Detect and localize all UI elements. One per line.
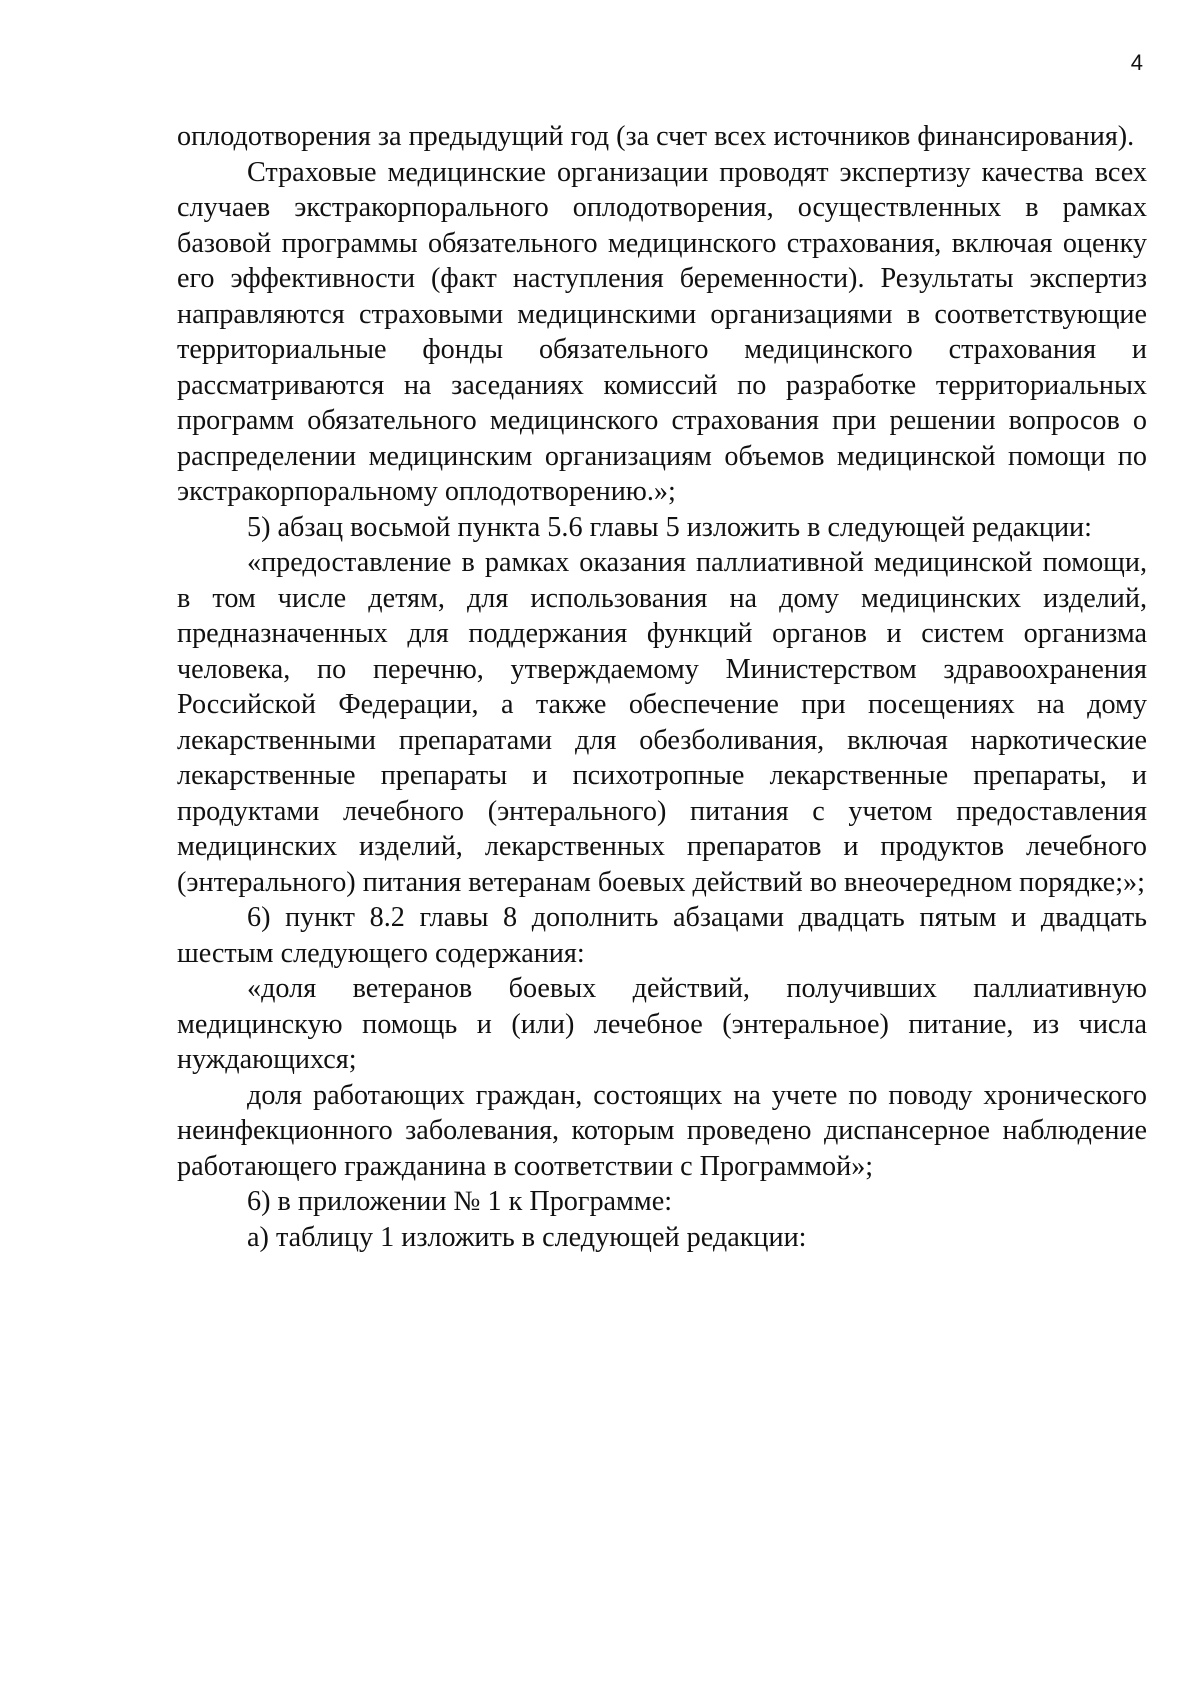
paragraph-item-6-table: а) таблицу 1 изложить в следующей редакции:	[247, 1221, 807, 1253]
paragraph-item-6-appendix: 6) в приложении № 1 к Программе:	[247, 1186, 673, 1217]
paragraph-insurance-expertise: Страховые медицинские организации проводят экспертизу качества всех случаев экстракорпорального оплодотворения, осуществленных в рамках базовой программы обязательного медицинского страхования, включая оценку его эффективности (факт наступления беременности). Результаты экспертиз направляются страховыми медицинскими организациями в соответствующие территориальные фонды обязательного медицинского страхования и рассматриваются на заседаниях комиссий по разработке территориальных программ обязательного медицинского страхования при решении вопросов о распределении медицинским организациям объемов медицинской помощи по экстракорпоральному оплодотворению.»;	[177, 156, 1147, 507]
paragraph-item-5-text: «предоставление в рамках оказания паллиативной медицинской помощи, в том числе детям, для использования на дому медицинских изделий, предназначенных для поддержания функций органов и систем организма человека, по перечню, утверждаемому Министерством здравоохранения Российской Федерации, а также обеспечение при посещениях на дому лекарственными препаратами для обезболивания, включая наркотические лекарственные препараты и психотропные лекарственные препараты, и продуктами лечебного (энтерального) питания с учетом предоставления медицинских изделий, лекарственных препаратов и продуктов лечебного (энтерального) питания ветеранам боевых действий во внеочередном порядке;»;	[177, 547, 1147, 898]
paragraph-item-5: 5) абзац восьмой пункта 5.6 главы 5 изложить в следующей редакции:	[247, 511, 1092, 543]
paragraph-working-citizens-share: доля работающих граждан, состоящих на учете по поводу хронического неинфекционного заболевания, которым проведено диспансерное наблюдение работающего гражданина в соответствии с Программой»;	[177, 1079, 1147, 1182]
paragraph-item-6-supplement: 6) пункт 8.2 главы 8 дополнить абзацами двадцать пятым и двадцать шестым следующего содержания:	[177, 902, 1147, 969]
page-number: 4	[1130, 50, 1143, 75]
paragraph-veterans-share: «доля ветеранов боевых действий, получивших паллиативную медицинскую помощь и (или) лечебное (энтеральное) питание, из числа нуждающихся;	[177, 973, 1147, 1075]
document-body	[177, 119, 1147, 1255]
paragraph-continuation: оплодотворения за предыдущий год (за счет всех источников финансирования).	[177, 121, 1135, 152]
